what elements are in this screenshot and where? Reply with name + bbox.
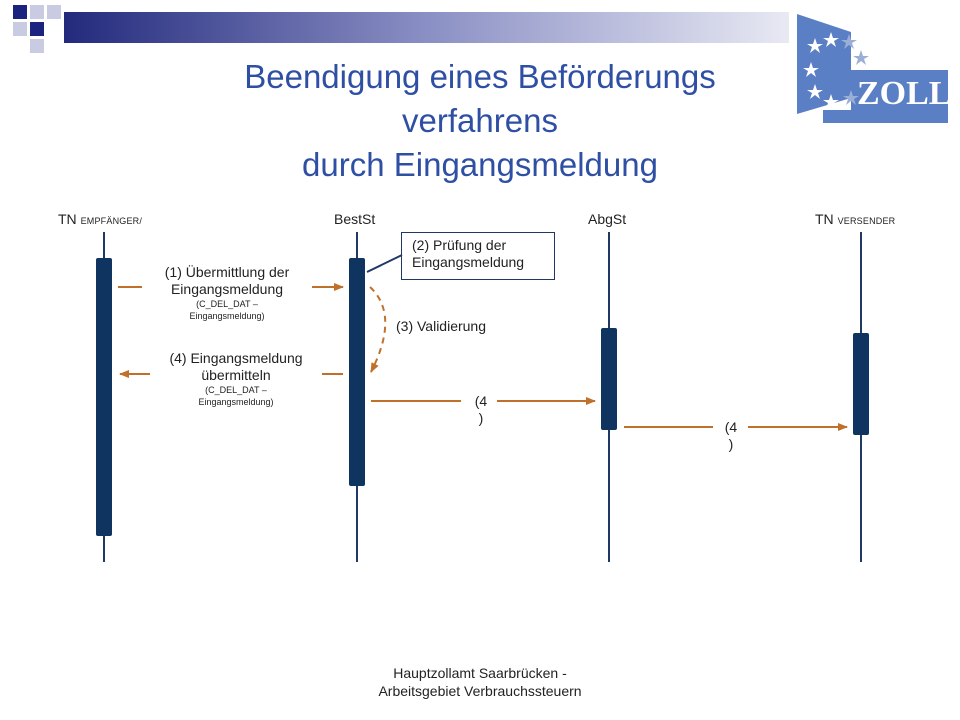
label-step4-sub: (C_DEL_DAT – bbox=[205, 385, 267, 395]
callout-line: (2) Prüfung der bbox=[412, 237, 507, 253]
activation-abgst bbox=[601, 328, 617, 430]
label-step4c-line: ) bbox=[728, 436, 734, 452]
title-line: verfahrens bbox=[402, 102, 558, 139]
label-step1-line: (1) Übermittlung der bbox=[164, 264, 290, 280]
callout-box-step2 bbox=[401, 232, 555, 280]
participant-label: TN bbox=[58, 211, 77, 227]
label-step4c-line: (4 bbox=[724, 419, 738, 435]
arrow-step3 bbox=[370, 287, 385, 372]
label-step3: (3) Validierung bbox=[396, 318, 487, 334]
label-step4b-line: (4 bbox=[474, 393, 488, 409]
label-step1-line: Eingangsmeldung bbox=[170, 281, 284, 297]
label-step4b bbox=[466, 393, 496, 427]
participant-abgst: AbgSt bbox=[588, 211, 627, 227]
footer bbox=[330, 664, 630, 700]
label-step1 bbox=[142, 264, 312, 322]
title-line: Beendigung eines Beförderungs bbox=[244, 58, 716, 95]
label-step4c bbox=[716, 419, 746, 453]
footer-line: Hauptzollamt Saarbrücken - bbox=[393, 665, 567, 681]
label-step4-sub: Eingangsmeldung) bbox=[198, 397, 274, 407]
label-step1-sub: Eingangsmeldung) bbox=[189, 311, 265, 321]
activation-bestst bbox=[349, 258, 365, 486]
label-step4-line: (4) Eingangsmeldung bbox=[169, 350, 303, 366]
label-step1-sub: (C_DEL_DAT – bbox=[196, 299, 258, 309]
participant-label-small: EMPFÄNGER/ bbox=[80, 216, 143, 226]
logo-text: ZOLL bbox=[857, 75, 952, 112]
activation-versender bbox=[853, 333, 869, 435]
label-step4b-line: ) bbox=[478, 410, 484, 426]
activation-empfaenger bbox=[96, 258, 112, 536]
participant-bestst: BestSt bbox=[334, 211, 376, 227]
participant-label: TN bbox=[815, 211, 834, 227]
callout-line-step2 bbox=[367, 255, 402, 272]
title-line: durch Eingangsmeldung bbox=[302, 146, 658, 183]
footer-line: Arbeitsgebiet Verbrauchssteuern bbox=[378, 683, 582, 699]
callout-line: Eingangsmeldung bbox=[412, 254, 525, 270]
participant-label-small: VERSENDER bbox=[837, 216, 896, 226]
label-step4-line: übermitteln bbox=[201, 367, 271, 383]
label-step4 bbox=[150, 350, 322, 408]
